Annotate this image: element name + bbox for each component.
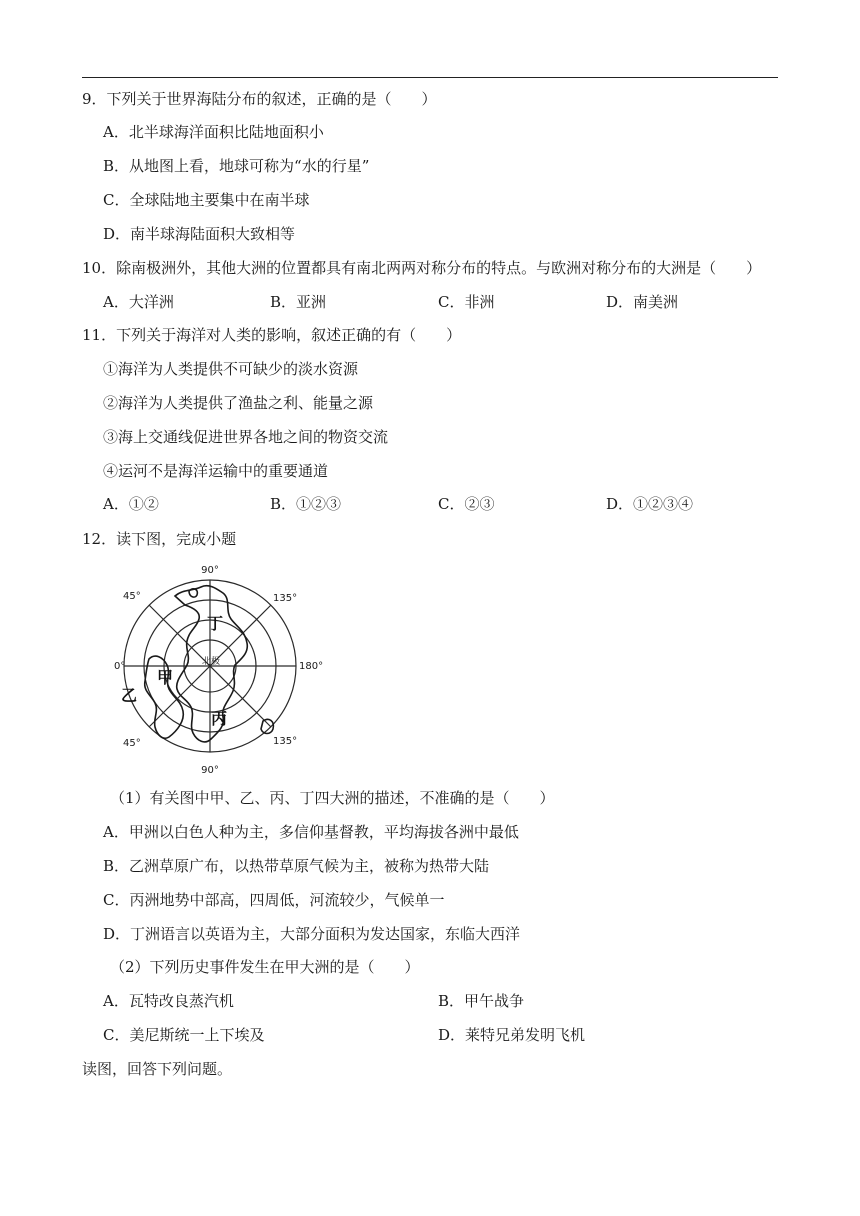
- map-label-left-0: 0°: [114, 661, 126, 672]
- map-label-bottom-90: 90°: [201, 765, 219, 776]
- q10-option-a[interactable]: A．大洋洲: [103, 293, 174, 311]
- q9-option-c[interactable]: C．全球陆地主要集中在南半球: [103, 191, 310, 209]
- map-label-yi: 乙: [121, 686, 138, 705]
- q10-option-c[interactable]: C．非洲: [438, 293, 495, 311]
- map-label-lower-right-135: 135°: [273, 736, 298, 747]
- q11-statement-2: ②海洋为人类提供了渔盐之利、能量之源: [103, 394, 374, 412]
- q11-stem: 11．下列关于海洋对人类的影响，叙述正确的有（ ）: [82, 326, 462, 344]
- q10-option-b[interactable]: B．亚洲: [270, 293, 327, 311]
- map-label-top-90: 90°: [201, 565, 219, 576]
- q9-stem: 9．下列关于世界海陆分布的叙述，正确的是（ ）: [82, 90, 437, 108]
- q12-sub1-option-d[interactable]: D．丁洲语言以英语为主，大部分面积为发达国家，东临大西洋: [103, 925, 521, 943]
- q12-sub1-stem: （1）有关图中甲、乙、丙、丁四大洲的描述，不准确的是（ ）: [110, 789, 555, 807]
- q11-statement-3: ③海上交通线促进世界各地之间的物资交流: [103, 428, 389, 446]
- q12-sub2-option-a[interactable]: A．瓦特改良蒸汽机: [103, 992, 234, 1010]
- map-label-right-180: 180°: [299, 661, 324, 672]
- q11-option-c[interactable]: C．②③: [438, 495, 495, 513]
- q12-sub1-option-a[interactable]: A．甲洲以白色人种为主，多信仰基督教，平均海拔各洲中最低: [103, 823, 519, 841]
- header-rule: [82, 77, 778, 78]
- map-label-ding: 丁: [207, 614, 224, 633]
- map-label-north-pole: 北极: [201, 657, 221, 667]
- q11-statement-4: ④运河不是海洋运输中的重要通道: [103, 462, 329, 480]
- q9-option-a[interactable]: A．北半球海洋面积比陆地面积小: [103, 123, 324, 141]
- q12-sub2-stem: （2）下列历史事件发生在甲大洲的是（ ）: [110, 958, 420, 976]
- map-label-jia: 甲: [157, 668, 174, 687]
- map-label-lower-left-45: 45°: [123, 738, 141, 749]
- q12-sub1-option-b[interactable]: B．乙洲草原广布，以热带草原气候为主，被称为热带大陆: [103, 857, 490, 875]
- q11-option-b[interactable]: B．①②③: [270, 495, 342, 513]
- q10-option-d[interactable]: D．南美洲: [606, 293, 679, 311]
- map-label-bing: 丙: [211, 709, 228, 728]
- q12-sub1-option-c[interactable]: C．丙洲地势中部高，四周低，河流较少，气候单一: [103, 891, 445, 909]
- map-label-upper-left-45: 45°: [123, 591, 141, 602]
- q11-option-d[interactable]: D．①②③④: [606, 495, 694, 513]
- q10-stem: 10．除南极洲外，其他大洲的位置都具有南北两两对称分布的特点。与欧洲对称分布的大洲是（ ）: [82, 259, 762, 277]
- map-label-upper-right-135: 135°: [273, 593, 298, 604]
- q12-sub2-option-d[interactable]: D．莱特兄弟发明飞机: [438, 1026, 586, 1044]
- q11-option-a[interactable]: A．①②: [103, 495, 159, 513]
- q12-sub2-option-b[interactable]: B．甲午战争: [438, 992, 525, 1010]
- q12-sub2-option-c[interactable]: C．美尼斯统一上下埃及: [103, 1026, 265, 1044]
- q12-stem: 12．读下图，完成小题: [82, 530, 237, 548]
- q9-option-b[interactable]: B．从地图上看，地球可称为“水的行星”: [103, 157, 370, 175]
- q9-option-d[interactable]: D．南半球海陆面积大致相等: [103, 225, 296, 243]
- polar-projection-map: [113, 561, 333, 776]
- footer-instruction: 读图，回答下列问题。: [82, 1060, 233, 1078]
- q11-statement-1: ①海洋为人类提供不可缺少的淡水资源: [103, 360, 359, 378]
